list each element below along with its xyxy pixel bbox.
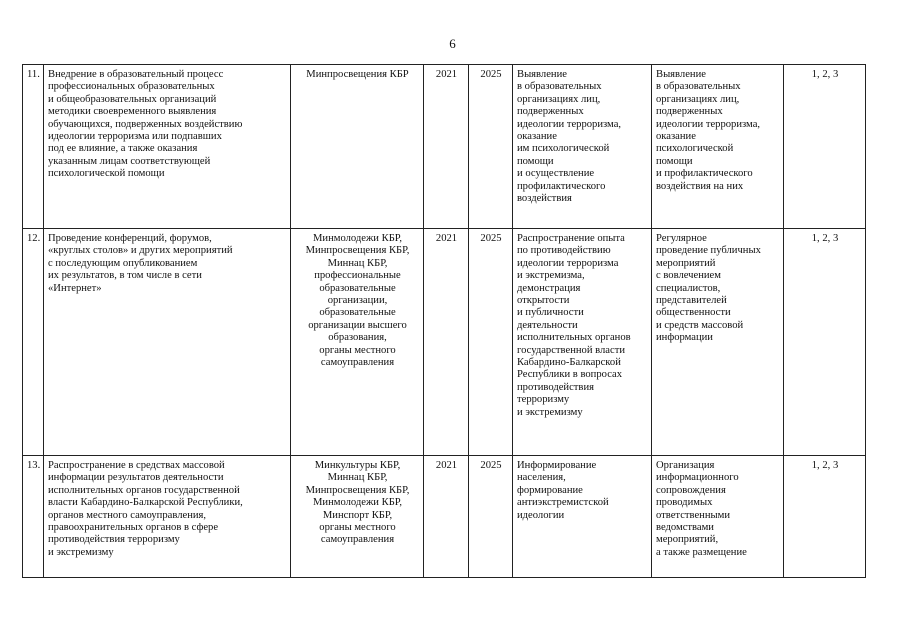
end-year: 2025 <box>469 456 513 578</box>
measures-table <box>22 64 866 578</box>
start-year: 2021 <box>424 65 469 229</box>
row-number: 13. <box>23 456 44 578</box>
start-year: 2021 <box>424 229 469 456</box>
page-number: 6 <box>449 36 456 51</box>
event-description: Проведение конференций, форумов, «круглых столов» и других мероприятий с последующим опубликованием их результатов, в том числе в сети «Интернет» <box>44 229 291 456</box>
executors: Минпросвещения КБР <box>291 65 424 229</box>
table-row <box>23 65 866 229</box>
task-numbers: 1, 2, 3 <box>784 229 866 456</box>
task-numbers: 1, 2, 3 <box>784 456 866 578</box>
row-number: 12. <box>23 229 44 456</box>
start-year: 2021 <box>424 456 469 578</box>
indicator: Регулярное проведение публичных мероприятий с вовлечением специалистов, представителей общественности и средств массовой информации <box>652 229 784 456</box>
event-description: Распространение в средствах массовой информации результатов деятельности исполнительных органов государственной власти Кабардино-Балкарской Республики, органов местного самоуправления, правоохранительных органов в сфере противодействия терроризму и экстремизму <box>44 456 291 578</box>
expected-result: Выявление в образовательных организациях лиц, подверженных идеологии терроризма, оказание им психологической помощи и осуществление профилактического воздействия <box>513 65 652 229</box>
task-numbers: 1, 2, 3 <box>784 65 866 229</box>
row-number: 11. <box>23 65 44 229</box>
executors: Минмолодежи КБР, Минпросвещения КБР, Миннац КБР, профессиональные образовательные организации, образовательные организации высшего образования, органы местного самоуправления <box>291 229 424 456</box>
table-row <box>23 456 866 578</box>
event-description: Внедрение в образовательный процесс профессиональных образовательных и общеобразовательных организаций методики своевременного выявления обучающихся, подверженных воздействию идеологии терроризма или подпавших под ее влияние, а также оказания указанным лицам соответствующей психологической помощи <box>44 65 291 229</box>
expected-result: Распространение опыта по противодействию идеологии терроризма и экстремизма, демонстрация открытости и публичности деятельности исполнительных органов государственной власти Кабардино-Балкарской Республики в вопросах противодействия терроризму и экстремизму <box>513 229 652 456</box>
executors: Минкультуры КБР, Миннац КБР, Минпросвещения КБР, Минмолодежи КБР, Минспорт КБР, органы местного самоуправления <box>291 456 424 578</box>
table-row <box>23 229 866 456</box>
indicator: Выявление в образовательных организациях лиц, подверженных идеологии терроризма, оказание психологической помощи и профилактического воздействия на них <box>652 65 784 229</box>
indicator: Организация информационного сопровождения проводимых ответственными ведомствами мероприятий, а также размещение <box>652 456 784 578</box>
end-year: 2025 <box>469 229 513 456</box>
end-year: 2025 <box>469 65 513 229</box>
expected-result: Информирование населения, формирование антиэкстремистской идеологии <box>513 456 652 578</box>
